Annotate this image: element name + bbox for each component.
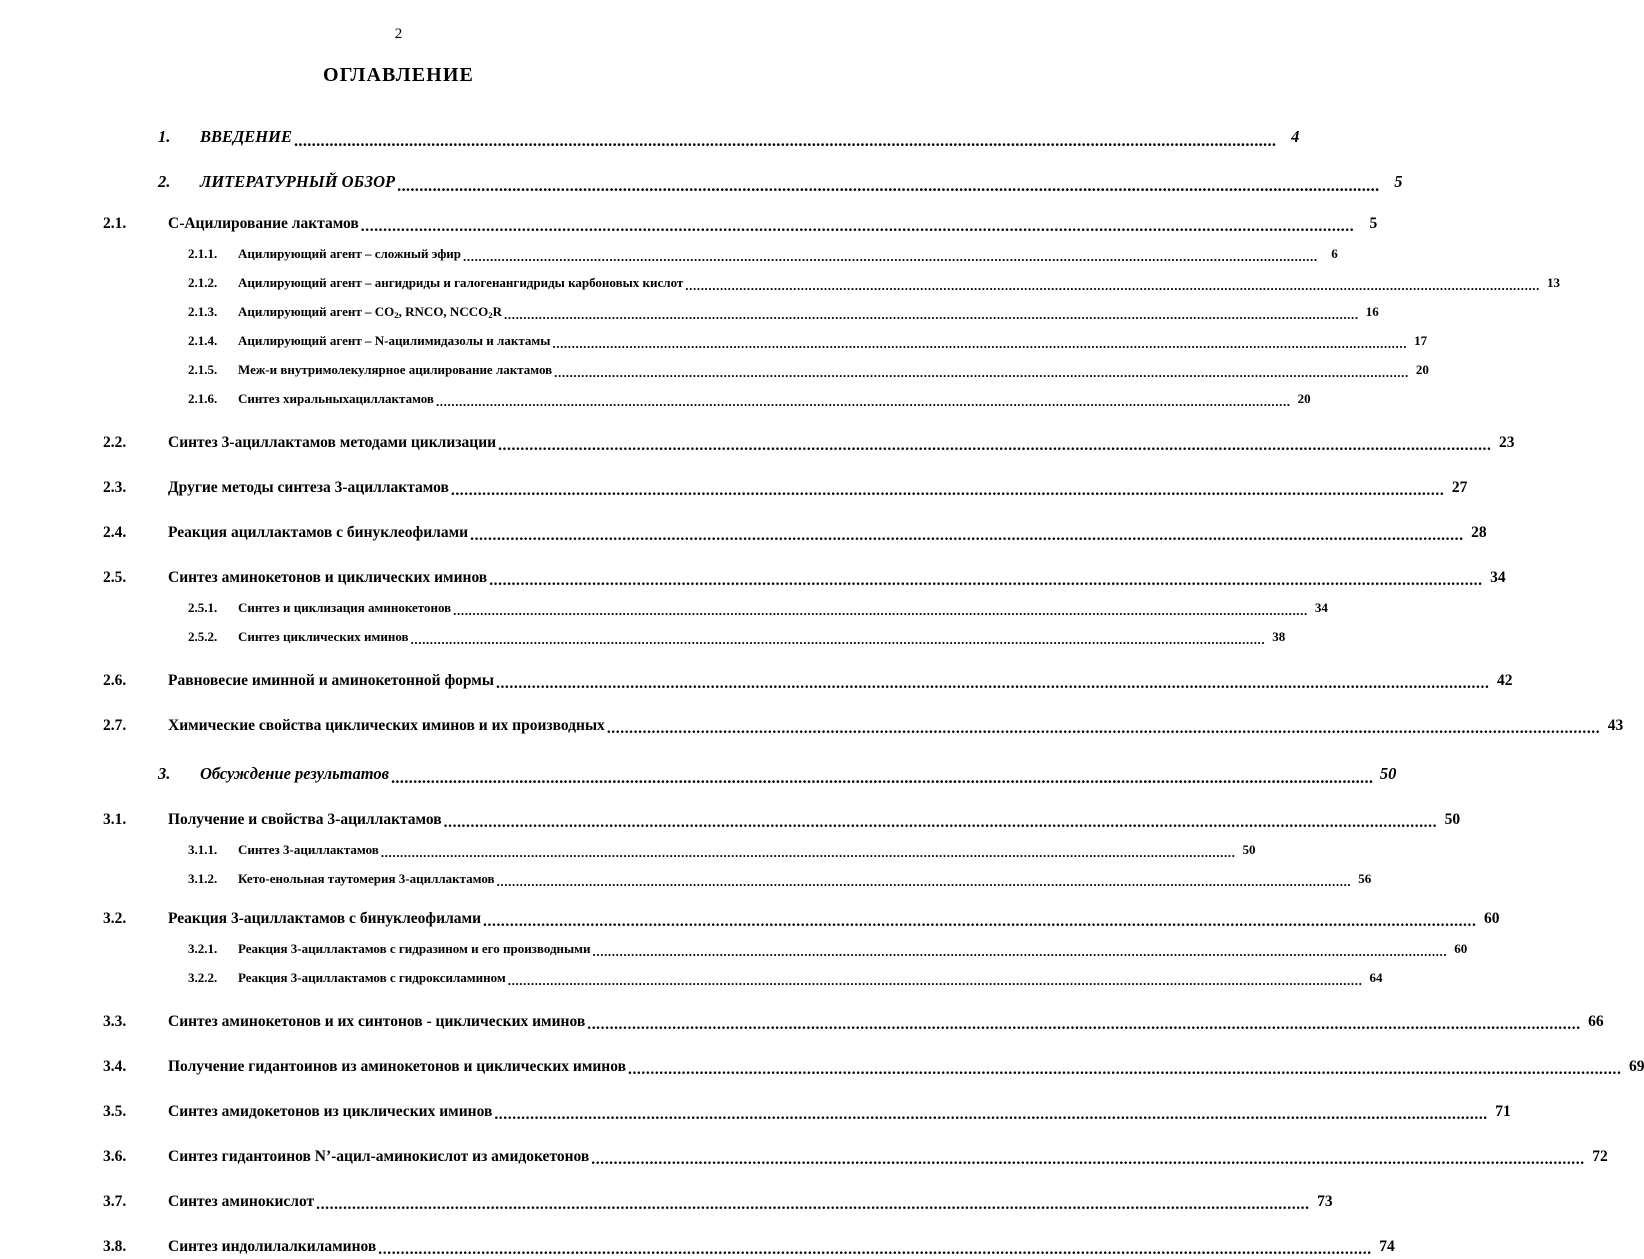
toc-entry-label: Обсуждение результатов	[200, 764, 389, 783]
table-of-contents	[0, 108, 1644, 1256]
toc-entry-page-number: 28	[1471, 524, 1487, 541]
toc-entry-number: 2.4.	[103, 524, 127, 541]
toc-entry-label: Реакция 3-ациллактамов с гидразином и его производными	[238, 941, 591, 956]
toc-leader-dots	[316, 1196, 1309, 1212]
toc-entry[interactable]	[0, 996, 1604, 1031]
toc-entry-number: 2.1.3.	[188, 304, 218, 319]
page-title: ОГЛАВЛЕНИЕ	[323, 64, 474, 86]
toc-entry-label: Ацилирующий агент – ангидриды и галогенангидриды карбоновых кислот	[238, 275, 684, 290]
toc-leader-dots	[483, 913, 1476, 929]
toc-entry[interactable]	[0, 262, 1560, 291]
toc-leader-dots	[294, 131, 1276, 148]
toc-entry-label: Меж-и внутримолекулярное ацилирование лактамов	[238, 362, 553, 377]
toc-entry[interactable]	[0, 700, 1624, 735]
toc-leader-dots	[497, 874, 1352, 887]
toc-entry[interactable]	[0, 153, 1403, 192]
toc-entry-number: 3.2.	[103, 910, 127, 927]
toc-entry[interactable]	[0, 858, 1372, 887]
toc-entry-page-number: 43	[1607, 717, 1624, 734]
toc-entry-number: 3.	[158, 764, 171, 783]
toc-entry[interactable]	[0, 1131, 1608, 1166]
toc-leader-dots	[378, 1241, 1371, 1257]
toc-leader-dots	[552, 336, 1407, 349]
toc-entry[interactable]	[0, 1041, 1644, 1076]
toc-entry-page-number: 60	[1483, 910, 1500, 927]
toc-entry-label: Синтез аминокетонов и их синтонов - циклических иминов	[168, 1013, 586, 1030]
toc-entry-page-number: 74	[1379, 1238, 1395, 1255]
toc-entry-page-number: 69	[1628, 1058, 1644, 1075]
toc-entry[interactable]	[0, 829, 1256, 858]
toc-entry-label: Синтез аминокетонов и циклических иминов	[168, 569, 488, 586]
toc-entry-number: 3.1.	[103, 811, 127, 828]
toc-leader-dots	[411, 632, 1266, 645]
toc-entry[interactable]	[0, 893, 1500, 928]
toc-leader-dots	[381, 845, 1236, 858]
toc-leader-dots	[494, 1106, 1487, 1122]
toc-entry-number: 2.1.4.	[188, 333, 218, 348]
toc-entry-label: Кето-енольная таутомерия 3-ациллактамов	[238, 871, 495, 886]
toc-entry-page-number: 60	[1454, 941, 1468, 956]
toc-entry[interactable]	[0, 957, 1383, 986]
toc-entry-label: Ацилирующий агент – $CO_2$, RNCO, $NCCO_2R$	[238, 304, 503, 320]
toc-leader-dots	[397, 176, 1379, 193]
toc-entry[interactable]	[0, 1176, 1333, 1211]
toc-entry-label: Синтез и циклизация аминокетонов	[238, 600, 452, 615]
toc-entry-number: 2.2.	[103, 434, 127, 451]
toc-entry-page-number: 50	[1242, 842, 1256, 857]
toc-entry[interactable]	[0, 552, 1506, 587]
toc-entry-page-number: 13	[1547, 275, 1560, 290]
toc-entry[interactable]	[0, 616, 1286, 645]
toc-entry[interactable]	[0, 1086, 1511, 1121]
toc-entry-label: Реакция 3-ациллактамов с бинуклеофилами	[168, 910, 482, 927]
page-folio-number: 2	[394, 26, 403, 42]
toc-entry-page-number: 23	[1499, 434, 1515, 451]
toc-leader-dots	[463, 249, 1318, 262]
toc-entry[interactable]	[0, 794, 1461, 829]
toc-entry-label: Синтез индолилалкиламинов	[168, 1238, 377, 1255]
toc-entry[interactable]	[0, 108, 1300, 147]
toc-entry-page-number: 20	[1297, 391, 1311, 406]
toc-entry-number: 2.1.5.	[188, 362, 218, 377]
toc-leader-dots	[504, 307, 1359, 320]
toc-entry-label: Синтез циклических иминов	[238, 629, 409, 644]
toc-entry-label: Равновесие иминной и аминокетонной формы	[168, 672, 494, 689]
toc-entry-page-number: 56	[1358, 871, 1372, 886]
toc-entry-number: 2.6.	[103, 672, 127, 689]
toc-leader-dots	[361, 218, 1354, 234]
toc-leader-dots	[593, 944, 1448, 957]
toc-entry-label: ЛИТЕРАТУРНЫЙ ОБЗОР	[200, 172, 396, 191]
toc-entry-page-number: 50	[1444, 811, 1461, 828]
toc-leader-dots	[607, 720, 1600, 736]
toc-leader-dots	[508, 973, 1363, 986]
toc-leader-dots	[498, 437, 1491, 453]
toc-entry[interactable]	[0, 291, 1379, 320]
toc-entry-number: 3.3.	[103, 1013, 127, 1030]
toc-entry-page-number: 42	[1496, 672, 1513, 689]
toc-entry[interactable]	[0, 233, 1338, 262]
toc-entry-page-number: 5	[1369, 215, 1378, 232]
toc-leader-dots	[451, 482, 1444, 498]
toc-entry[interactable]	[0, 745, 1397, 784]
toc-entry-number: 2.1.6.	[188, 391, 218, 406]
toc-entry-number: 2.3.	[103, 479, 127, 496]
toc-entry-number: 3.2.1.	[188, 941, 218, 956]
toc-entry[interactable]	[0, 655, 1513, 690]
toc-entry-label: Химические свойства циклических иминов и их производных	[168, 717, 605, 734]
toc-entry-number: 2.	[158, 172, 171, 191]
toc-entry-number: 2.1.1.	[188, 246, 218, 261]
toc-leader-dots	[591, 1151, 1584, 1167]
toc-entry-page-number: 50	[1379, 764, 1397, 783]
toc-entry-label: Синтез амидокетонов из циклических иминов	[168, 1103, 493, 1120]
toc-entry-page-number: 34	[1314, 600, 1328, 615]
toc-entry-label: Получение гидантоинов из аминокетонов и циклических иминов	[168, 1058, 626, 1075]
toc-entry[interactable]	[0, 587, 1328, 616]
toc-entry-label: Получение и свойства 3-ациллактамов	[168, 811, 442, 828]
toc-leader-dots	[470, 527, 1463, 543]
toc-entry-number: 2.1.	[103, 215, 127, 232]
toc-entry-page-number: 64	[1369, 970, 1383, 985]
toc-entry-page-number: 4	[1291, 127, 1300, 146]
toc-entry-number: 3.1.2.	[188, 871, 218, 886]
toc-entry-page-number: 16	[1365, 304, 1379, 319]
toc-leader-dots	[496, 675, 1489, 691]
toc-entry[interactable]	[0, 198, 1378, 233]
toc-entry-page-number: 6	[1331, 246, 1338, 261]
toc-leader-dots	[436, 394, 1291, 407]
toc-leader-dots	[685, 278, 1540, 291]
toc-entry-number: 3.5.	[103, 1103, 127, 1120]
toc-entry-number: 3.2.2.	[188, 970, 218, 985]
toc-entry-number: 3.1.1.	[188, 842, 218, 857]
toc-entry[interactable]	[0, 349, 1429, 378]
toc-entry-number: 2.5.2.	[188, 629, 218, 644]
toc-entry-page-number: 27	[1451, 479, 1468, 496]
toc-entry-number: 1.	[158, 127, 171, 146]
toc-entry-number: 2.5.	[103, 569, 127, 586]
toc-entry[interactable]	[0, 320, 1428, 349]
toc-entry-number: 3.7.	[103, 1193, 127, 1210]
toc-entry-label: Синтез 3-ациллактамов	[238, 842, 379, 857]
toc-leader-dots	[489, 572, 1482, 588]
toc-entry-label: ВВЕДЕНИЕ	[200, 127, 292, 146]
toc-entry-label: Реакция 3-ациллактамов с гидроксиламином	[238, 970, 506, 985]
toc-entry-number: 2.5.1.	[188, 600, 218, 615]
toc-entry-label: Ацилирующий агент – сложный эфир	[238, 246, 462, 261]
toc-leader-dots	[587, 1016, 1580, 1032]
toc-entry[interactable]	[0, 378, 1311, 407]
toc-leader-dots	[453, 603, 1308, 616]
toc-entry[interactable]	[0, 507, 1487, 542]
toc-entry-page-number: 72	[1592, 1148, 1608, 1165]
toc-entry-number: 3.6.	[103, 1148, 127, 1165]
toc-entry-page-number: 17	[1414, 333, 1428, 348]
toc-entry-label: Синтез хиральныхациллактамов	[238, 391, 434, 406]
toc-entry-page-number: 66	[1588, 1013, 1604, 1030]
toc-entry-number: 2.1.2.	[188, 275, 218, 290]
toc-entry-page-number: 20	[1415, 362, 1429, 377]
toc-entry-label: Ацилирующий агент – N-ацилимидазолы и лактамы	[238, 333, 551, 348]
toc-entry[interactable]	[0, 417, 1515, 452]
toc-entry-number: 2.7.	[103, 717, 127, 734]
toc-entry-number: 3.8.	[103, 1238, 127, 1255]
toc-entry-page-number: 71	[1495, 1103, 1511, 1120]
toc-entry[interactable]	[0, 1221, 1395, 1256]
toc-entry[interactable]	[0, 462, 1468, 497]
toc-leader-dots	[628, 1061, 1621, 1077]
toc-entry-label: Синтез гидантоинов N’-ацил-аминокислот из амидокетонов	[168, 1148, 590, 1165]
toc-leader-dots	[391, 768, 1373, 785]
toc-entry-page-number: 38	[1272, 629, 1286, 644]
toc-entry-page-number: 73	[1317, 1193, 1333, 1210]
toc-entry-number: 3.4.	[103, 1058, 127, 1075]
toc-leader-dots	[444, 814, 1437, 830]
toc-leader-dots	[554, 365, 1409, 378]
toc-entry-label: Другие методы синтеза 3-ациллактамов	[168, 479, 449, 496]
toc-entry-page-number: 5	[1394, 172, 1403, 191]
toc-entry-label: Реакция ациллактамов с бинуклеофилами	[168, 524, 469, 541]
toc-entry-label: Синтез 3-ациллактамов методами циклизации	[168, 434, 497, 451]
toc-entry-label: С-Ацилирование лактамов	[168, 215, 359, 232]
toc-entry-page-number: 34	[1490, 569, 1506, 586]
toc-entry-label: Синтез аминокислот	[168, 1193, 315, 1210]
toc-entry[interactable]	[0, 928, 1468, 957]
